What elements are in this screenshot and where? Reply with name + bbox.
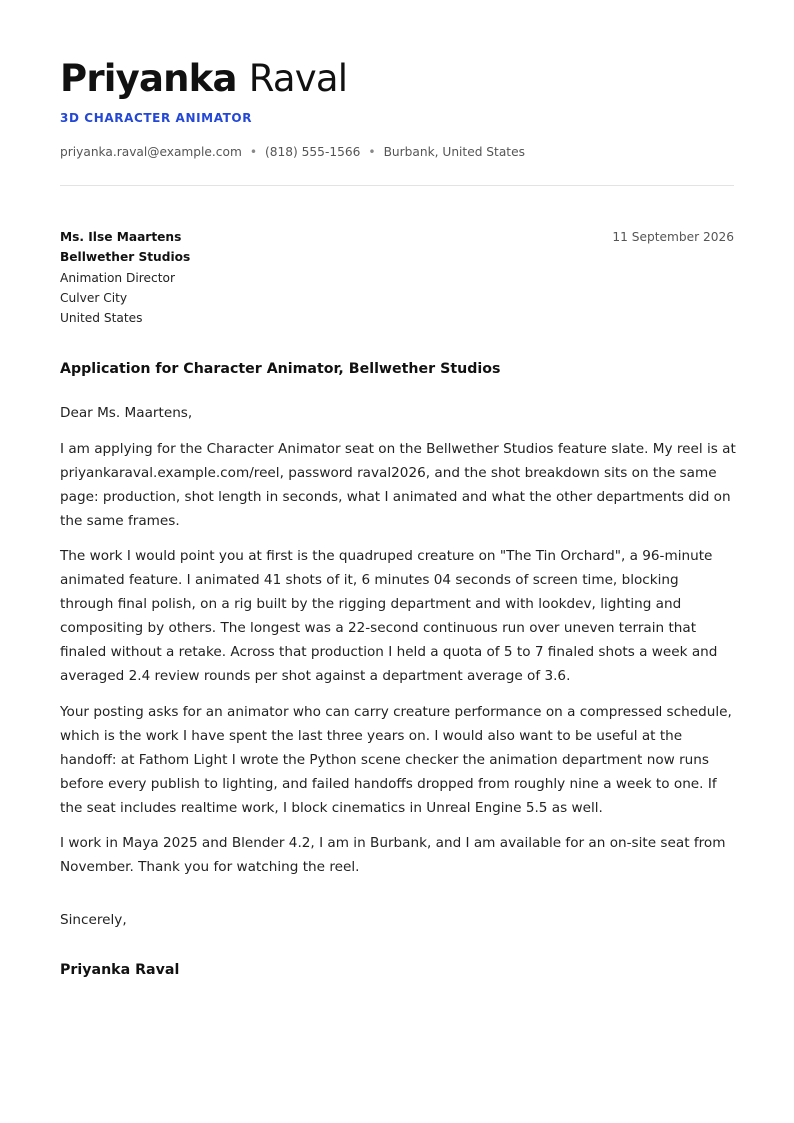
applicant-name (60, 56, 347, 102)
recipient-title: Animation Director (60, 270, 175, 285)
applicant-last-name: Raval (248, 57, 348, 100)
recipient-block (60, 227, 190, 328)
body-paragraph: Your posting asks for an animator who can carry creature performance on a compressed schedule, which is the work I have spent the last three years on. I would also want to be useful at the handoff: at Fathom Light I wrote the Python scene checker the animation department now runs before every publish to lighting, and failed handoffs dropped from roughly nine a week to one. If the seat includes realtime work, I block cinematics in Unreal Engine 5.5 as well. (60, 703, 732, 816)
contact-location: Burbank, United States (383, 145, 525, 159)
header-divider (60, 185, 734, 186)
contact-email: priyanka.raval@example.com (60, 145, 242, 159)
recipient-name: Ms. Ilse Maartens (60, 230, 182, 244)
contact-line (60, 145, 525, 159)
salutation: Dear Ms. Maartens, (60, 405, 193, 421)
closing: Sincerely, (60, 912, 127, 928)
applicant-first-name: Priyanka (60, 57, 237, 100)
contact-separator: • (249, 145, 258, 159)
body-paragraph: I work in Maya 2025 and Blender 4.2, I am in Burbank, and I am available for an on-site seat from November. Thank you for watching the reel. (60, 835, 726, 875)
contact-phone: (818) 555-1566 (265, 145, 361, 159)
recipient-city: Culver City (60, 290, 128, 305)
body-paragraph: The work I would point you at first is the quadruped creature on "The Tin Orchard", a 96-minute animated feature. I animated 41 shots of it, 6 minutes 04 seconds of screen time, blocking through final polish, on a rig built by the rigging department and with lookdev, lighting and compositing by others. The longest was a 22-second continuous run over uneven terrain that finaled without a retake. Across that production I held a quota of 5 to 7 finaled shots a week and averaged 2.4 review rounds per shot against a department average of 3.6. (60, 548, 718, 684)
letter-date: 11 September 2026 (612, 230, 734, 244)
applicant-role: 3D CHARACTER ANIMATOR (60, 111, 253, 125)
recipient-country: United States (60, 311, 143, 326)
body-paragraph: I am applying for the Character Animator seat on the Bellwether Studios feature slate. My reel is at priyankaraval.example.com/reel, password raval2026, and the shot breakdown sits on the same page: production, shot length in seconds, what I animated and what the other departments did on the same frames. (60, 440, 736, 529)
letter-body (60, 401, 736, 891)
recipient-company: Bellwether Studios (60, 250, 191, 265)
letter-subject: Application for Character Animator, Bellwether Studios (60, 361, 501, 377)
signature: Priyanka Raval (60, 962, 180, 978)
contact-separator: • (368, 145, 376, 159)
